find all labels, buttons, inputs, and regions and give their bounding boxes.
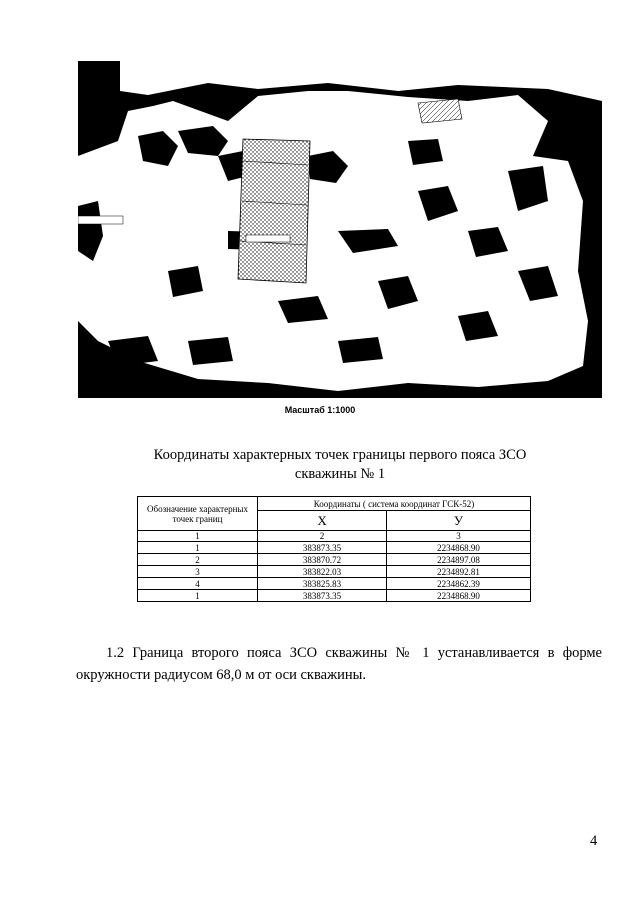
x-cell: 383873.35 (258, 590, 387, 602)
column-number: 3 (387, 531, 531, 542)
y-cell: 2234862.39 (387, 578, 531, 590)
table-row (138, 566, 531, 578)
table-row (138, 578, 531, 590)
table-caption (140, 446, 540, 484)
y-cell: 2234897.08 (387, 554, 531, 566)
column-number: 1 (138, 531, 258, 542)
y-header: У (387, 511, 531, 531)
y-cell: 2234868.90 (387, 542, 531, 554)
y-cell: 2234892.81 (387, 566, 531, 578)
column-number: 2 (258, 531, 387, 542)
point-cell: 1 (138, 542, 258, 554)
coordinates-table (137, 496, 531, 602)
point-header: Обозначение характерных точек границ (138, 497, 258, 531)
table-row (138, 554, 531, 566)
x-cell: 383822.03 (258, 566, 387, 578)
page-number: 4 (590, 833, 598, 849)
coords-header: Координаты ( система координат ГСК-52) (258, 497, 531, 511)
x-header: Х (258, 511, 387, 531)
x-cell: 383873.35 (258, 542, 387, 554)
aerial-map-image (78, 61, 602, 398)
table-row (138, 542, 531, 554)
body-paragraph: 1.2 Граница второго пояса ЗСО скважины № 1 устанавливается в форме окружности радиусом 68,0 м от оси скважины. (76, 645, 602, 683)
x-cell: 383870.72 (258, 554, 387, 566)
point-cell: 3 (138, 566, 258, 578)
point-cell: 2 (138, 554, 258, 566)
table-caption-line2: скважины № 1 (294, 466, 386, 482)
table-row (138, 590, 531, 602)
column-number-row (138, 531, 531, 542)
aerial-map-drawing (78, 61, 602, 398)
point-cell: 4 (138, 578, 258, 590)
table-caption-line1: Координаты характерных точек границы первого пояса ЗСО (153, 447, 527, 463)
map-scale-label: Масштаб 1:1000 (284, 405, 356, 415)
x-cell: 383825.83 (258, 578, 387, 590)
point-cell: 1 (138, 590, 258, 602)
y-cell: 2234868.90 (387, 590, 531, 602)
